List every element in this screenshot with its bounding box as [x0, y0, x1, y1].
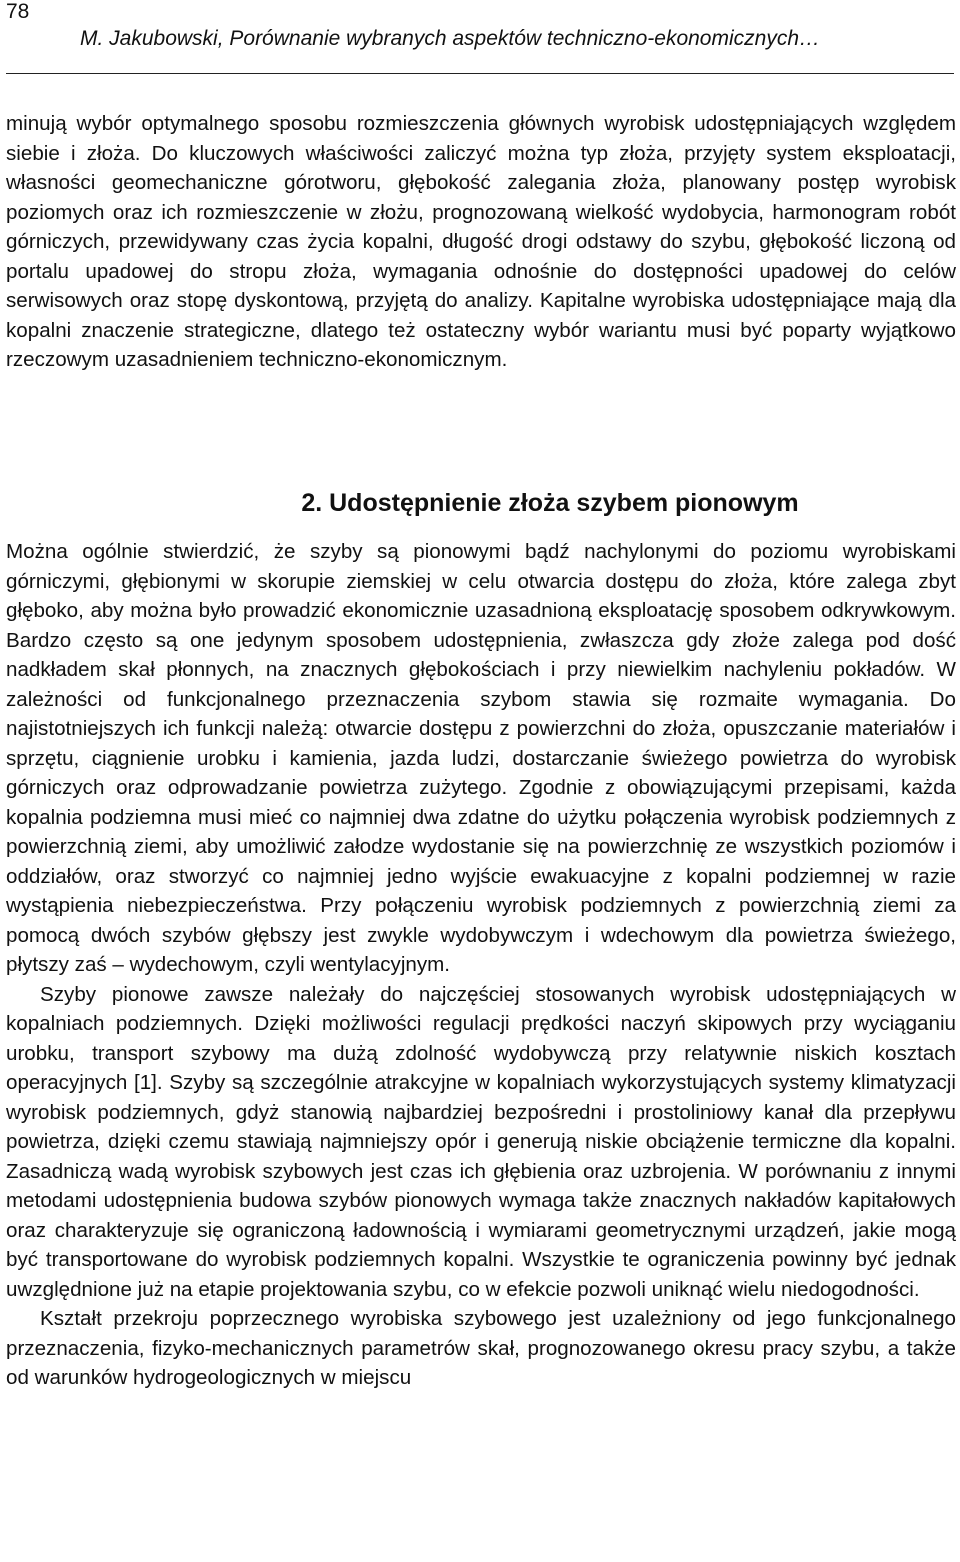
paragraph: minują wybór optymalnego sposobu rozmieszczenia głównych wyrobisk udostępniających względem siebie i złoża. Do kluczowych właściwości zaliczyć można typ złoża, przyjęty system eksploatacji, własności geomechaniczne górotworu, głębokość zalegania złoża, planowany postęp wyrobisk poziomych oraz ich rozmieszczenie w złożu, prognozowaną wielkość wydobycia, harmonogram robót górniczych, przewidywany czas życia kopalni, długość drogi odstawy do szybu, głębokość liczoną od portalu upadowej do stropu złoża, wymagania odnośnie do dostępności upadowej do celów serwisowych oraz stopę dyskontową, przyjętą do analizy. Kapitalne wyrobiska udostępniające mają dla kopalni znaczenie strategiczne, dlatego też ostateczny wybór wariantu musi być poparty wyjątkowo rzeczowym uzasadnieniem techniczno-ekonomicznym.: [6, 112, 956, 371]
paragraph: Kształt przekroju poprzecznego wyrobiska szybowego jest uzależniony od jego funkcjonalnego przeznaczenia, fizyko-mechanicznych parametrów skał, prognozowanego okresu pracy szybu, a także od warunków hydrogeologicznych w miejscu: [6, 1307, 956, 1389]
paragraph: Szyby pionowe zawsze należały do najczęściej stosowanych wyrobisk udostępniających w kopalniach podziemnych. Dzięki możliwości regulacji prędkości naczyń skipowych przy wyciąganiu urobku, transport szybowy ma dużą zdolność wydobywczą przy relatywnie niskich kosztach operacyjnych [1]. Szyby są szczególnie atrakcyjne w kopalniach wykorzystujących systemy klimatyzacji wyrobisk podziemnych, gdyż stanowią najbardziej bezpośredni i prostoliniowy kanał dla przepływu powietrza, dzięki czemu stawiają najmniejszy opór i generują niskie obciążenie termiczne dla kopalni. Zasadniczą wadą wyrobisk szybowych jest czas ich głębienia oraz uzbrojenia. W porównaniu z innymi metodami udostępnienia budowa szybów pionowych wymaga także znacznych nakładów kapitałowych oraz charakteryzuje się ograniczoną ładownością i wymiarami geometrycznymi urządzeń, jakie mogą być transportowane do wyrobisk podziemnych kopalni. Wszystkie te ograniczenia powinny być jednak uwzględnione już na etapie projektowania szybu, co w efekcie pozwoli uniknąć wielu niedogodności.: [6, 982, 956, 1301]
intro-text: [6, 109, 956, 375]
page-number: 78: [6, 0, 30, 23]
section-heading: 2. Udostępnienie złoża szybem pionowym: [301, 489, 799, 517]
running-header: M. Jakubowski, Porównanie wybranych aspektów techniczno-ekonomicznych…: [80, 27, 821, 50]
header-rule: [6, 73, 954, 74]
section-text: [6, 537, 956, 1393]
paragraph: Można ogólnie stwierdzić, że szyby są pionowymi bądź nachylonymi do poziomu wyrobiskami górniczymi, głębionymi w skorupie ziemskiej w celu otwarcia dostępu do złoża, które zalega zbyt głęboko, aby można było prowadzić ekonomicznie uzasadnioną eksploatację sposobem odkrywkowym. Bardzo często są one jedynym sposobem udostępnienia, zwłaszcza gdy złoże zalega pod dość nadkładem skał płonnych, na znacznych głębokościach i przy niewielkim nachyleniu pokładów. W zależności od funkcjonalnego przeznaczenia szybom stawia się rozmaite wymagania. Do najistotniejszych ich funkcji należą: otwarcie dostępu z powierzchni do złoża, opuszczanie materiałów i sprzętu, ciągnienie urobku i kamienia, jazda ludzi, dostarczanie świeżego powietrza do wyrobisk górniczych oraz odprowadzanie powietrza zużytego. Zgodnie z obowiązującymi przepisami, każda kopalnia podziemna musi mieć co najmniej dwa zdatne do użytku połączenia wyrobisk podziemnych z powierzchnią ziemi, aby umożliwić załodze wydostanie się na powierzchnię ze wszystkich poziomów i oddziałów, oraz stworzyć co najmniej jedno wyjście ewakuacyjne z kopalni podziemnej w razie wystąpienia niebezpieczeństwa. Przy połączeniu wyrobisk podziemnych z powierzchnią ziemi za pomocą dwóch szybów głębszy jest zwykle wydobywczym i wdechowym dla powietrza świeżego, płytszy zaś – wydechowym, czyli wentylacyjnym.: [6, 540, 956, 976]
